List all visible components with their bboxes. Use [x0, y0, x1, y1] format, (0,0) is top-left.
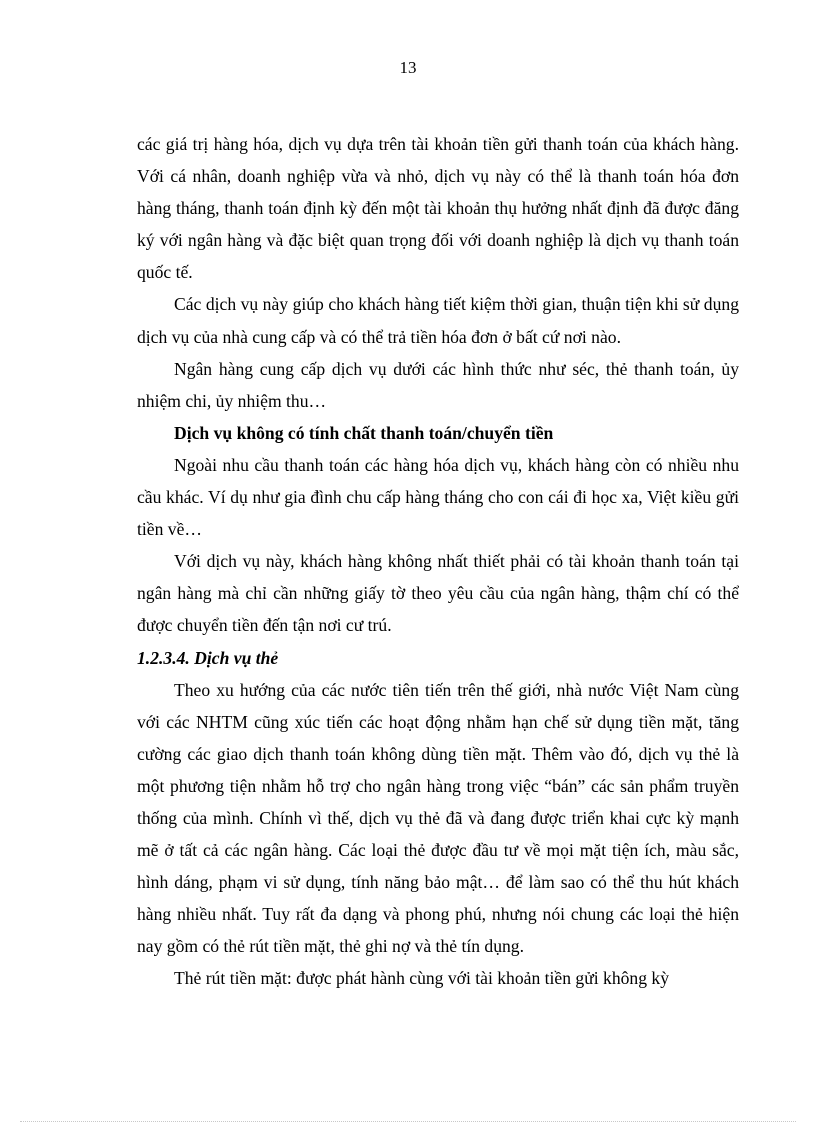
page-number: 13: [399, 58, 417, 77]
paragraph: Với dịch vụ này, khách hàng không nhất thiết phải có tài khoản thanh toán tại ngân hàng mà chỉ cần những giấy tờ theo yêu cầu của ngân hàng, thậm chí có thể được chuyển tiền đến tận nơi cư trú.: [137, 551, 739, 636]
page-bottom-border: [20, 1121, 796, 1122]
paragraph: Theo xu hướng của các nước tiên tiến trên thế giới, nhà nước Việt Nam cùng với các NHTM cũng xúc tiến các hoạt động nhằm hạn chế sử dụng tiền mặt, tăng cường các giao dịch thanh toán không dùng tiền mặt. Thêm vào đó, dịch vụ thẻ là một phương tiện nhằm hỗ trợ cho ngân hàng trong việc “bán” các sản phẩm truyền thống của mình. Chính vì thế, dịch vụ thẻ đã và đang được triển khai cực kỳ mạnh mẽ ở tất cả các ngân hàng. Các loại thẻ được đầu tư về mọi mặt tiện ích, màu sắc, hình dáng, phạm vi sử dụng, tính năng bảo mật… để làm sao có thể thu hút khách hàng nhiều nhất. Tuy rất đa dạng và phong phú, nhưng nói chung các loại thẻ hiện nay gồm có thẻ rút tiền mặt, thẻ ghi nợ và thẻ tín dụng.: [137, 679, 739, 957]
document-body: [137, 128, 739, 995]
paragraph: Ngoài nhu cầu thanh toán các hàng hóa dịch vụ, khách hàng còn có nhiều nhu cầu khác. Ví dụ như gia đình chu cấp hàng tháng cho con cái đi học xa, Việt kiều gửi tiền về…: [137, 454, 739, 540]
section-heading: 1.2.3.4. Dịch vụ thẻ: [137, 647, 279, 668]
paragraph-continuation: các giá trị hàng hóa, dịch vụ dựa trên tài khoản tiền gửi thanh toán của khách hàng. Với cá nhân, doanh nghiệp vừa và nhỏ, dịch vụ này có thể là thanh toán hóa đơn hàng tháng, thanh toán định kỳ đến một tài khoản thụ hưởng nhất định đã được đăng ký với ngân hàng và đặc biệt quan trọng đối với doanh nghiệp là dịch vụ thanh toán quốc tế.: [137, 134, 739, 283]
paragraph: Thẻ rút tiền mặt: được phát hành cùng với tài khoản tiền gửi không kỳ: [174, 968, 670, 989]
subheading: Dịch vụ không có tính chất thanh toán/chuyển tiền: [174, 422, 554, 443]
paragraph: Các dịch vụ này giúp cho khách hàng tiết kiệm thời gian, thuận tiện khi sử dụng dịch vụ của nhà cung cấp và có thể trả tiền hóa đơn ở bất cứ nơi nào.: [137, 294, 739, 347]
paragraph: Ngân hàng cung cấp dịch vụ dưới các hình thức như séc, thẻ thanh toán, ủy nhiệm chi, ủy nhiệm thu…: [137, 358, 739, 411]
